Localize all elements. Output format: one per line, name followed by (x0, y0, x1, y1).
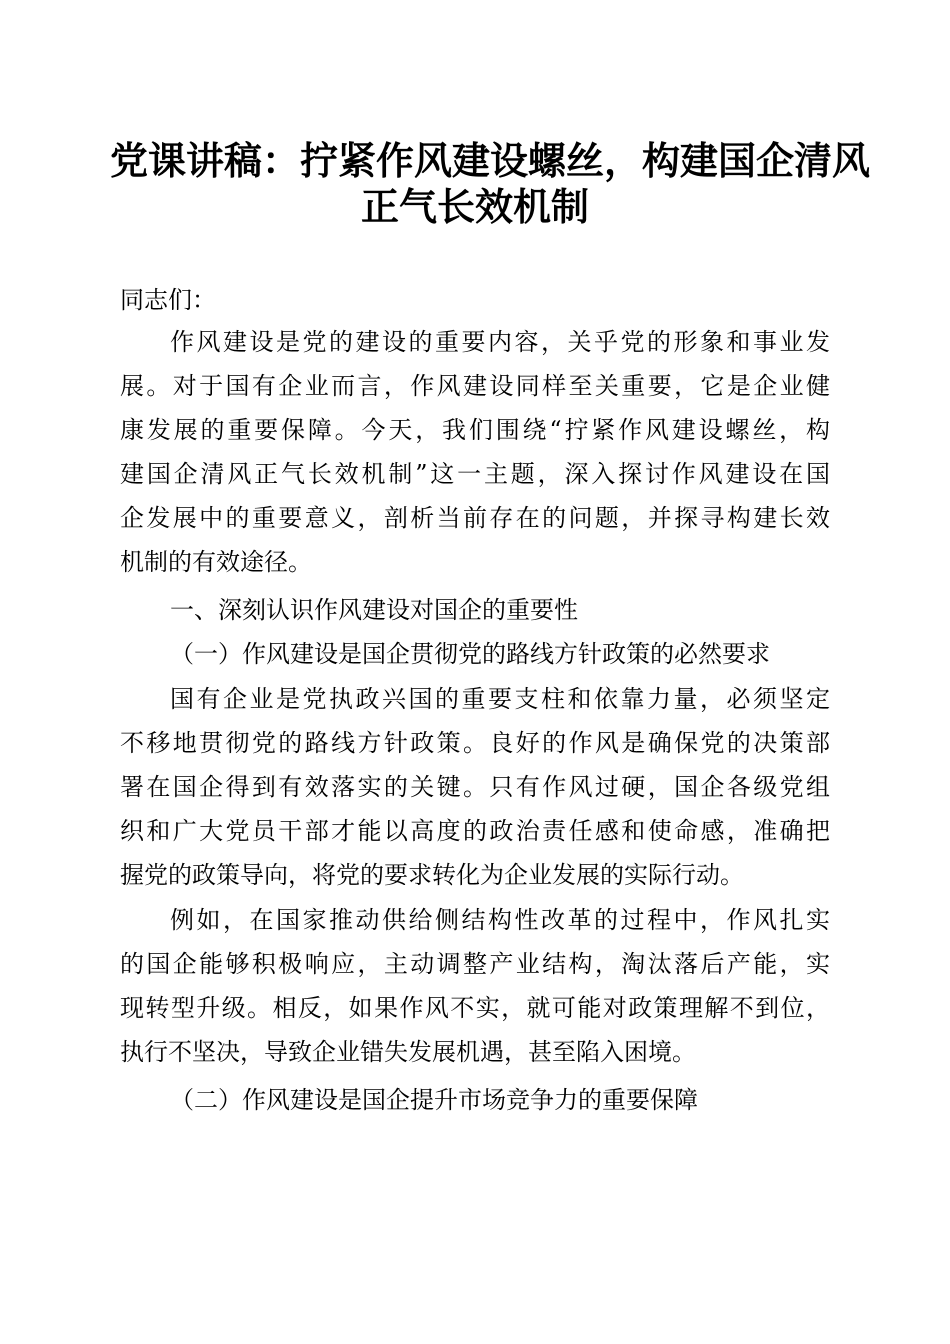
document-title-line-2: 正气长效机制 (360, 185, 589, 229)
paragraph-line: 国有企业是党执政兴国的重要支柱和依靠力量，必须坚定 (170, 685, 830, 713)
paragraph-line: 握党的政策导向，将党的要求转化为企业发展的实际行动。 (120, 861, 744, 889)
paragraph-line: 署在国企得到有效落实的关键。只有作风过硬，国企各级党组 (120, 773, 830, 801)
salutation: 同志们： (120, 286, 216, 314)
intro-line: 机制的有效途径。 (120, 548, 312, 576)
intro-line: 康发展的重要保障。今天，我们围绕“拧紧作风建设螺丝，构 (120, 416, 830, 444)
subsection-heading-1: （一）作风建设是国企贯彻党的路线方针政策的必然要求 (170, 640, 770, 668)
section-heading-1: 一、深刻认识作风建设对国企的重要性 (170, 596, 578, 624)
paragraph-line: 的国企能够积极响应，主动调整产业结构，淘汰落后产能，实 (120, 950, 830, 978)
intro-line: 展。对于国有企业而言，作风建设同样至关重要，它是企业健 (120, 372, 830, 400)
document-title-line-1: 党课讲稿：拧紧作风建设螺丝，构建国企清风 (110, 139, 871, 183)
paragraph-line: 现转型升级。相反，如果作风不实，就可能对政策理解不到位， (120, 994, 830, 1022)
paragraph-line: 执行不坚决，导致企业错失发展机遇，甚至陷入困境。 (120, 1038, 696, 1066)
intro-line: 作风建设是党的建设的重要内容，关乎党的形象和事业发 (170, 328, 830, 356)
subsection-heading-2: （二）作风建设是国企提升市场竞争力的重要保障 (170, 1086, 698, 1114)
paragraph-line: 例如，在国家推动供给侧结构性改革的过程中，作风扎实 (170, 906, 830, 934)
paragraph-line: 不移地贯彻党的路线方针政策。良好的作风是确保党的决策部 (120, 729, 830, 757)
intro-line: 企发展中的重要意义，剖析当前存在的问题，并探寻构建长效 (120, 504, 830, 532)
paragraph-line: 织和广大党员干部才能以高度的政治责任感和使命感，准确把 (120, 817, 830, 845)
intro-line: 建国企清风正气长效机制”这一主题，深入探讨作风建设在国 (120, 460, 830, 488)
